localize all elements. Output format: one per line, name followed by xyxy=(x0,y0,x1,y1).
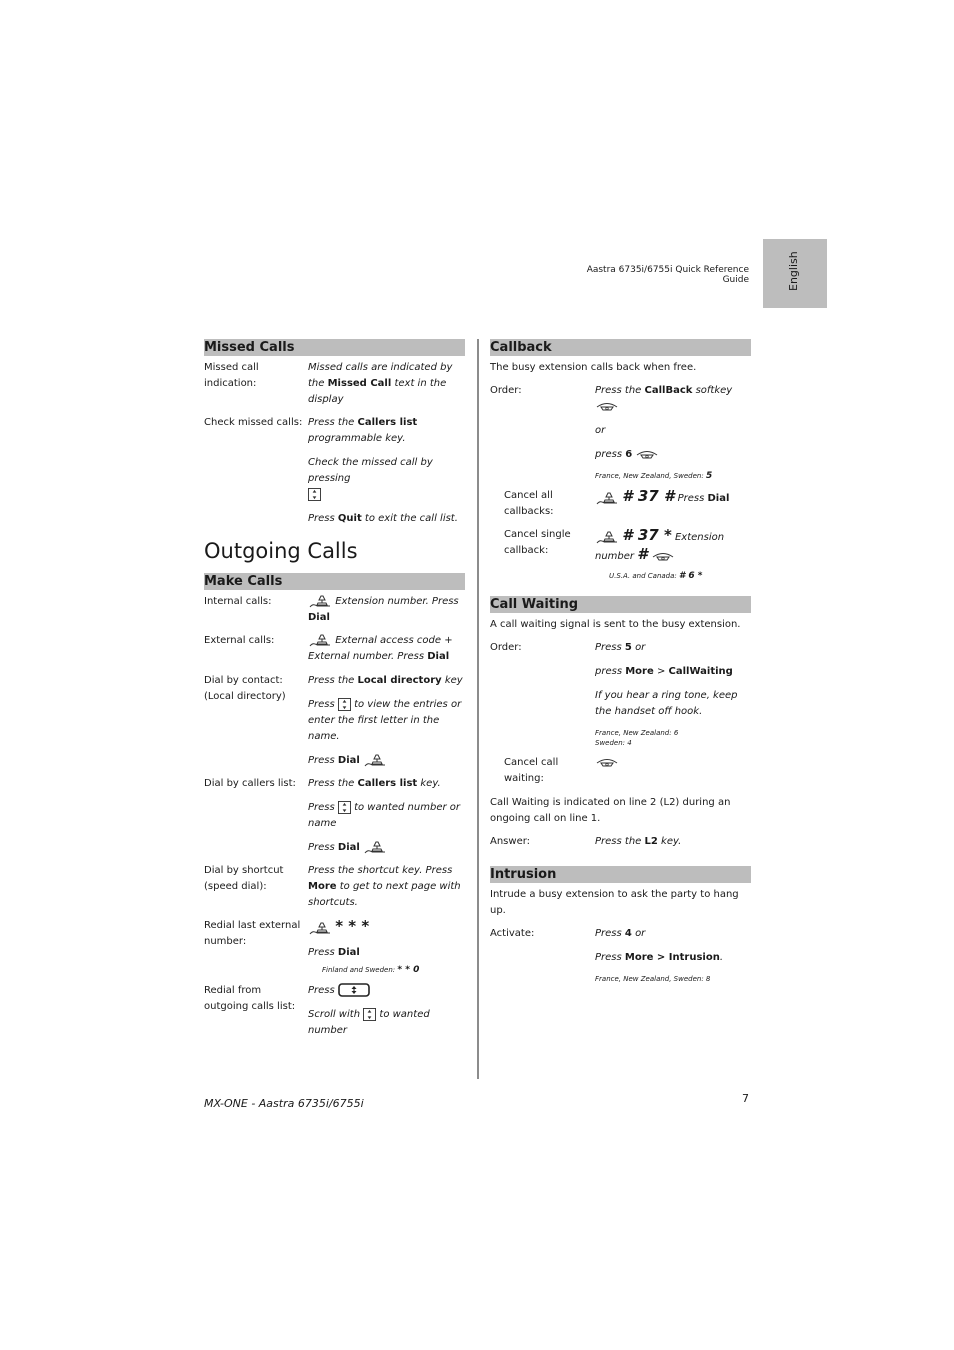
row-value: Press the shortcut key. Press More to get to next page with shortcuts. xyxy=(308,865,461,908)
row-label: Order: xyxy=(490,385,522,396)
row-value: External access code + External number. Press Dial xyxy=(308,635,453,662)
make-calls-heading: Make Calls xyxy=(204,573,465,590)
callback-heading: Callback xyxy=(490,339,751,356)
row-label: Dial by contact: (Local directory) xyxy=(204,675,286,702)
page-number: 7 xyxy=(742,1092,749,1105)
row-label: Order: xyxy=(490,642,522,653)
handset-lift-icon xyxy=(308,594,332,608)
handset-down-icon xyxy=(595,400,619,412)
navigation-key-icon xyxy=(338,698,351,711)
navigation-key-icon xyxy=(338,801,351,814)
call-waiting-info: Call Waiting is indicated on line 2 (L2) during an ongoing call on line 1. xyxy=(490,797,731,824)
right-column xyxy=(490,339,751,984)
row-value: Press 5 or press More > CallWaiting If you hear a ring tone, keep the handset off hook. France, New Zealand: 6 Sweden: 4 xyxy=(595,642,738,747)
callback-intro: The busy extension calls back when free. xyxy=(490,362,697,373)
row-label: Cancel single callback: xyxy=(504,529,571,556)
row-value: # 37 * Extension number # xyxy=(595,526,725,563)
handset-lift-icon xyxy=(308,921,332,935)
scroll-key-icon xyxy=(338,983,370,997)
row-value: Press Scroll with to wanted number xyxy=(308,985,430,1036)
row-value: * * * Press Dial xyxy=(308,917,370,958)
footer-product: MX-ONE - Aastra 6735i/6755i xyxy=(204,1097,364,1110)
dial-by-shortcut-row xyxy=(204,863,465,911)
row-value: Missed calls are indicated by the Missed Call text in the display xyxy=(308,362,453,405)
handset-down-icon xyxy=(651,550,675,562)
row-value: Press the Local directory key Press to view the entries or enter the first letter in the name. Press Dial xyxy=(308,675,463,766)
missed-calls-heading: Missed Calls xyxy=(204,339,465,356)
handset-down-icon xyxy=(635,448,659,460)
cancel-call-waiting-row xyxy=(490,755,751,787)
call-waiting-order-row xyxy=(490,640,751,748)
row-label: Dial by callers list: xyxy=(204,778,296,789)
usa-callback-note: U.S.A. and Canada: # 6 * xyxy=(609,571,703,581)
row-value: Press the Callers list key. Press to wanted number or name Press Dial xyxy=(308,778,460,853)
callback-order-row xyxy=(490,383,751,481)
column-divider xyxy=(477,339,479,1079)
call-waiting-intro: A call waiting signal is sent to the busy extension. xyxy=(490,619,741,630)
redial-regional-note: Finland and Sweden: * * 0 xyxy=(322,965,420,975)
external-calls-row xyxy=(204,633,465,665)
handset-lift-icon xyxy=(308,633,332,647)
row-label: Redial last external number: xyxy=(204,920,301,947)
answer-row xyxy=(490,834,751,850)
row-label: Redial from outgoing calls list: xyxy=(204,985,296,1012)
language-tab-label: English xyxy=(787,251,800,291)
navigation-key-icon xyxy=(308,488,321,501)
row-label: Missed call indication: xyxy=(204,362,259,389)
redial-last-external-row xyxy=(204,918,465,961)
row-label: Internal calls: xyxy=(204,596,272,607)
handset-down-icon xyxy=(595,756,619,768)
dial-by-contact-row xyxy=(204,673,465,769)
handset-lift-icon xyxy=(595,530,619,544)
row-label: Activate: xyxy=(490,928,535,939)
call-waiting-heading: Call Waiting xyxy=(490,596,751,613)
row-value: # 37 # Press Dial xyxy=(595,488,751,520)
check-missed-calls-row xyxy=(204,415,465,527)
intrusion-activate-row xyxy=(490,926,751,984)
row-label: Cancel call waiting: xyxy=(504,757,559,784)
left-column xyxy=(204,339,465,1039)
row-value: Press the L2 key. xyxy=(595,836,682,847)
row-value: Press the CallBack softkey or press 6 France, New Zealand, Sweden: 5 xyxy=(595,385,733,481)
row-label: External calls: xyxy=(204,635,275,646)
page-header: Aastra 6735i/6755i Quick Reference Guide xyxy=(586,265,749,285)
handset-lift-icon xyxy=(595,491,619,505)
handset-lift-icon xyxy=(363,840,387,854)
missed-call-indication-row xyxy=(204,360,465,408)
row-value xyxy=(595,755,751,787)
navigation-key-icon xyxy=(363,1008,376,1021)
dial-by-callers-list-row xyxy=(204,776,465,856)
intrusion-intro: Intrude a busy extension to ask the party to hang up. xyxy=(490,889,739,916)
page-title: Outgoing Calls xyxy=(204,539,358,563)
intrusion-heading: Intrusion xyxy=(490,866,751,883)
row-label: Answer: xyxy=(490,836,531,847)
row-value: Press the Callers list programmable key. Check the missed call by pressing Press Quit to exit the call list. xyxy=(308,417,458,524)
row-label: Cancel all callbacks: xyxy=(504,490,554,517)
row-label: Check missed calls: xyxy=(204,417,303,428)
internal-calls-row xyxy=(204,594,465,626)
row-value: Extension number. Press Dial xyxy=(308,596,459,623)
language-tab xyxy=(763,239,827,308)
row-value: Press 4 or Press More > Intrusion. France, New Zealand, Sweden: 8 xyxy=(595,928,724,983)
redial-outgoing-row xyxy=(204,983,465,1039)
cancel-all-callbacks-row xyxy=(490,488,751,520)
cancel-single-callback-row xyxy=(490,527,751,565)
handset-lift-icon xyxy=(363,753,387,767)
row-label: Dial by shortcut (speed dial): xyxy=(204,865,284,892)
